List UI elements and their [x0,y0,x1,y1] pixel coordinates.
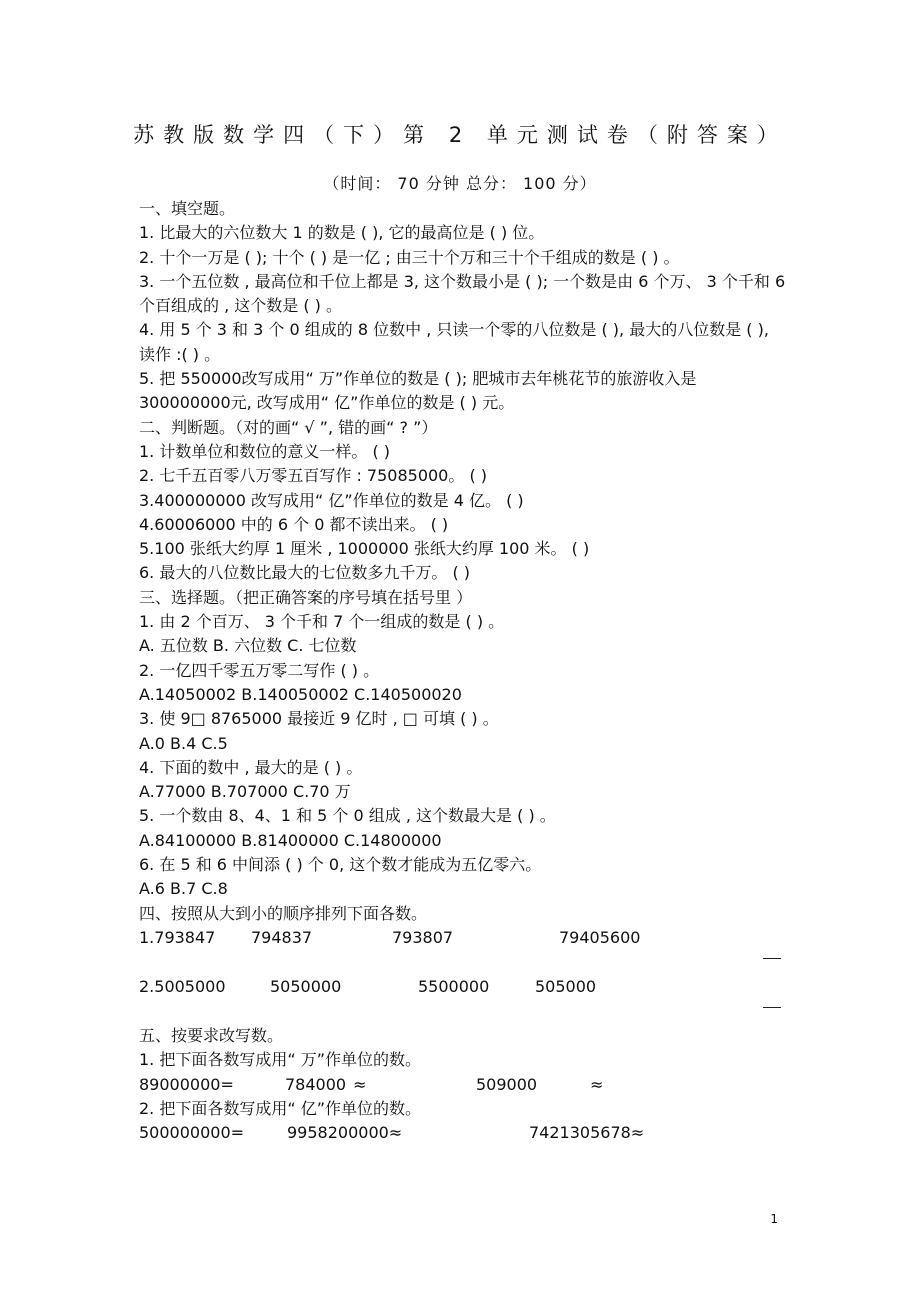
number: 79405600 [559,927,641,947]
section-heading: 二、判断题。（对的画“ √ ”, 错的画“ ? ”） [139,417,438,437]
number: 505000 [535,976,597,996]
judgement-item: 6. 最大的八位数比最大的七位数多九千万。 ( ) [139,563,471,583]
sub-question: 2. 把下面各数写成用“ 亿”作单位的数。 [139,1098,422,1118]
answer-line [763,1007,781,1008]
number: 5050000 [270,976,342,996]
choice-options: A.6 B.7 C.8 [139,879,228,899]
number: 89000000= [139,1074,234,1094]
page-title: 苏教版数学四（下）第 2 单元测试卷（附答案） [133,123,787,147]
ordering-row [139,975,789,1024]
approx-sign: ≈ [590,1074,604,1094]
choice-question: 4. 下面的数中 , 最大的是 ( ) 。 [139,757,363,777]
sub-question: 1. 把下面各数写成用“ 万”作单位的数。 [139,1050,422,1070]
exam-body [139,197,789,1145]
approx-sign: ≈ [353,1074,367,1094]
exam-info: （时间： 70 分钟 总分： 100 分） [323,174,597,193]
number: 794837 [251,927,313,947]
question: 5. 把 550000改写成用“ 万”作单位的数是 ( ); 肥城市去年桃花节的旅游收入是 300000000元, 改写成用“ 亿”作单位的数是 ( ) 元。 [139,369,697,413]
choice-options: A.0 B.4 C.5 [139,733,228,753]
number: 509000 [476,1074,538,1094]
judgement-item: 4.60006000 中的 6 个 0 都不读出来。 ( ) [139,514,449,534]
number: 7421305678≈ [529,1123,645,1143]
question: 1. 比最大的六位数大 1 的数是 ( ), 它的最高位是 ( ) 位。 [139,223,545,243]
number: 1.793847 [139,927,216,947]
rewrite-row [139,1121,789,1145]
number: 793807 [392,927,454,947]
number: 784000 [285,1074,347,1094]
choice-question: 1. 由 2 个百万、 3 个千和 7 个一组成的数是 ( ) 。 [139,612,505,632]
page-number: 1 [770,1212,778,1226]
answer-line [763,958,781,959]
section-heading: 三、选择题。（把正确答案的序号填在括号里 ） [139,587,473,607]
number: 2.5005000 [139,976,226,996]
choice-options: A.77000 B.707000 C.70 万 [139,782,351,802]
choice-question: 2. 一亿四千零五万零二写作 ( ) 。 [139,660,380,680]
rewrite-row [139,1073,789,1097]
section-heading: 四、按照从大到小的顺序排列下面各数。 [139,903,428,923]
section-heading: 五、按要求改写数。 [139,1025,284,1045]
judgement-item: 2. 七千五百零八万零五百写作 : 75085000。 ( ) [139,466,488,486]
ordering-row [139,926,789,975]
judgement-item: 5.100 张纸大约厚 1 厘米 , 1000000 张纸大约厚 100 米。 ( ) [139,539,590,559]
choice-question: 6. 在 5 和 6 中间添 ( ) 个 0, 这个数才能成为五亿零六。 [139,855,542,875]
choice-options: A. 五位数 B. 六位数 C. 七位数 [139,636,357,656]
choice-options: A.84100000 B.81400000 C.14800000 [139,830,442,850]
section-heading: 一、填空题。 [139,199,236,218]
choice-question: 3. 使 9□ 8765000 最接近 9 亿时 , □ 可填 ( ) 。 [139,709,499,729]
choice-options: A.14050002 B.140050002 C.140500020 [139,684,462,704]
number: 5500000 [418,976,490,996]
judgement-item: 1. 计数单位和数位的意义一样。 ( ) [139,441,391,461]
number: 500000000= [139,1123,245,1143]
judgement-item: 3.400000000 改写成用“ 亿”作单位的数是 4 亿。 ( ) [139,490,524,510]
question: 4. 用 5 个 3 和 3 个 0 组成的 8 位数中 , 只读一个零的八位数是 ( ), 最大的八位数是 ( ), 读作 :( ) 。 [139,320,769,364]
number: 9958200000≈ [287,1123,403,1143]
choice-question: 5. 一个数由 8、4、1 和 5 个 0 组成 , 这个数最大是 ( ) 。 [139,806,556,826]
question: 2. 十个一万是 ( ); 十个 ( ) 是一亿 ; 由三十个万和三十个千组成的数是 ( ) 。 [139,247,680,267]
question: 3. 一个五位数 , 最高位和千位上都是 3, 这个数最小是 ( ); 一个数是由 6 个万、 3 个千和 6 个百组成的 , 这个数是 ( ) 。 [139,271,786,316]
